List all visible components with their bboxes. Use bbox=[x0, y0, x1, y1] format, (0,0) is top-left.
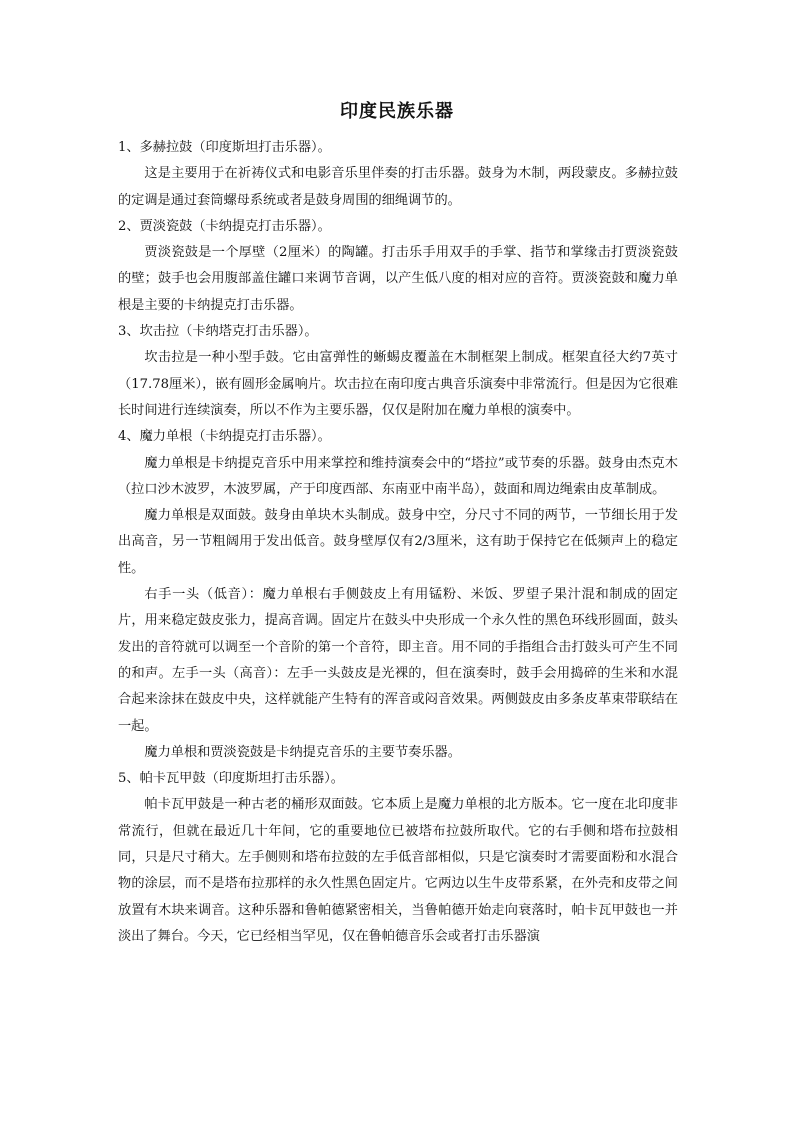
document-title: 印度民族乐器 bbox=[340, 101, 454, 122]
section-heading-1: 1、多赫拉鼓（印度斯坦打击乐器）。 bbox=[118, 140, 331, 155]
section-heading-2: 2、贾淡瓷鼓（卡纳提克打击乐器）。 bbox=[118, 218, 331, 234]
section-5-paragraph: 帕卡瓦甲鼓是一种古老的桶形双面鼓。它本质上是魔力单根的北方版本。它一度在北印度非常流行，但就在最近几十年间，它的重要地位已被塔布拉鼓所取代。它的右手侧和塔布拉鼓相同，只是尺寸稍大。左手侧则和塔布拉鼓的左手低音部相似，只是它演奏时才需要面粉和水混合物的涂层，而不是塔布拉那样的永久性黑色固定片。它两边以生牛皮带系紧，在外壳和皮带之间放置有木块来调音。这种乐器和鲁帕德紧密相关，当鲁帕德开始走向衰落时，帕卡瓦甲鼓也一并淡出了舞台。今天，它已经相当罕见，仅在鲁帕德音乐会或者打击乐器演 bbox=[118, 797, 678, 944]
section-4-paragraph-4: 魔力单根和贾淡瓷鼓是卡纳提克音乐的主要节奏乐器。 bbox=[144, 744, 461, 760]
section-heading-4: 4、魔力单根（卡纳提克打击乐器）。 bbox=[118, 429, 331, 445]
section-4-paragraph-2: 魔力单根是双面鼓。鼓身由单块木头制成。鼓身中空，分尺寸不同的两节，一节细长用于发出高音，另一节粗阔用于发出低音。鼓身壁厚仅有2/3厘米，这有助于保持它在低频声上的稳定性。 bbox=[118, 508, 678, 576]
section-2-paragraph: 贾淡瓷鼓是一个厚壁（2厘米）的陶罐。打击乐手用双手的手掌、指节和掌缘击打贾淡瓷鼓的壁；鼓手也会用腹部盖住罐口来调节音调，以产生低八度的相对应的音符。贾淡瓷鼓和魔力单根是主要的卡纳提克打击乐器。 bbox=[118, 245, 678, 313]
section-4-paragraph-3: 右手一头（低音）：魔力单根右手侧鼓皮上有用锰粉、米饭、罗望子果汁混和制成的固定片，用来稳定鼓皮张力，提高音调。固定片在鼓头中央形成一个永久性的黑色环线形圆面，鼓头发出的音符就可以调至一个音阶的第一个音符，即主音。用不同的手指组合击打鼓头可产生不同的和声。左手一头（高音）：左手一头鼓皮是光裸的，但在演奏时，鼓手会用捣碎的生米和水混合起来涂抹在鼓皮中央，这样就能产生特有的浑音或闷音效果。两侧鼓皮由多条皮革束带联结在一起。 bbox=[118, 587, 678, 734]
section-1-paragraph: 这是主要用于在祈祷仪式和电影音乐里伴奏的打击乐器。鼓身为木制，两段蒙皮。多赫拉鼓的定调是通过套筒螺母系统或者是鼓身周围的细绳调节的。 bbox=[118, 166, 678, 208]
section-4-paragraph-1: 魔力单根是卡纳提克音乐中用来掌控和维持演奏会中的“塔拉”或节奏的乐器。鼓身由杰克木（拉口沙木波罗，木波罗属，产于印度西部、东南亚中南半岛），鼓面和周边绳索由皮革制成。 bbox=[118, 455, 678, 497]
document-body bbox=[118, 135, 678, 950]
section-heading-3: 3、坎击拉（卡纳塔克打击乐器）。 bbox=[118, 324, 318, 340]
section-heading-5: 5、帕卡瓦甲鼓（印度斯坦打击乐器）。 bbox=[118, 771, 344, 787]
section-3-paragraph: 坎击拉是一种小型手鼓。它由富弹性的蜥蜴皮覆盖在木制框架上制成。框架直径大约7英寸（17.78厘米），嵌有圆形金属响片。坎击拉在南印度古典音乐演奏中非常流行。但是因为它很难长时间进行连续演奏，所以不作为主要乐器，仅仅是附加在魔力单根的演奏中。 bbox=[118, 350, 678, 418]
